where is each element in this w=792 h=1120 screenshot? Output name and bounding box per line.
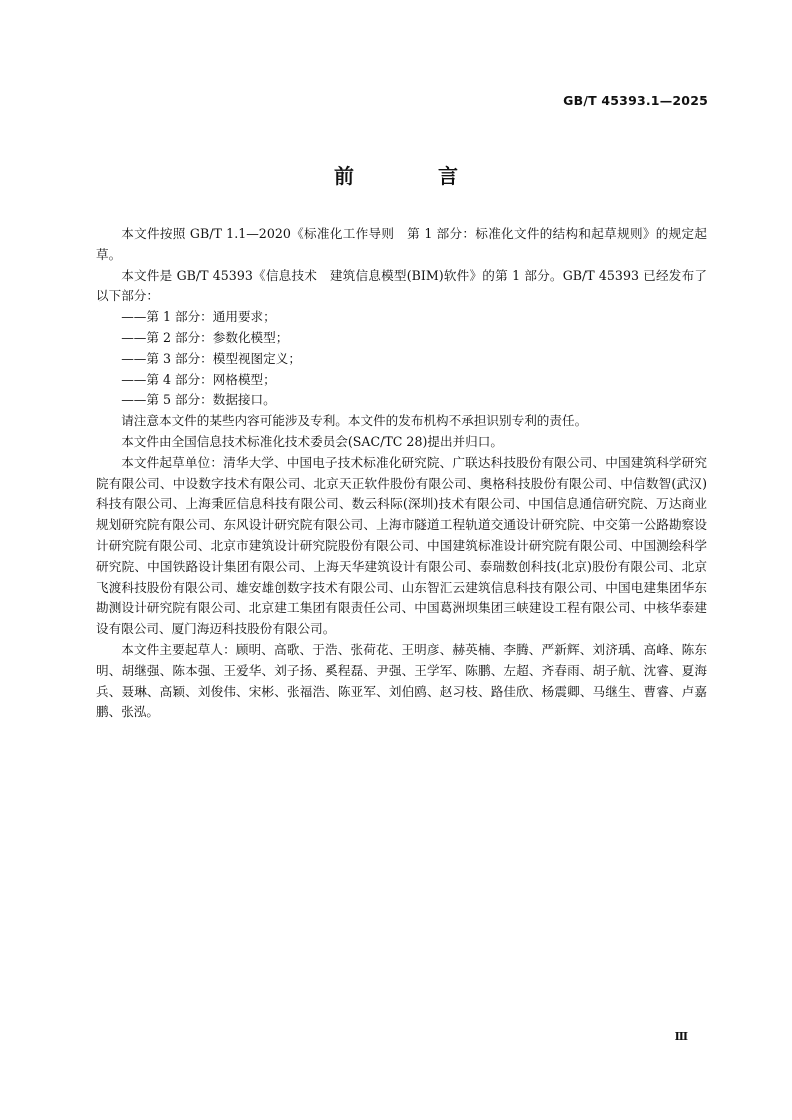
page-title: 前 言 xyxy=(334,164,490,188)
paragraph-drafting-units: 本文件起草单位：清华大学、中国电子技术标准化研究院、广联达科技股份有限公司、中国建筑科学研究院有限公司、中设数字技术有限公司、北京天正软件股份有限公司、奥格科技股份有限公司、中信数智(武汉)科技有限公司、上海秉匠信息科技有限公司、数云科际(深圳)技术有限公司、中国信息通信研究院、万达商业规划研究院有限公司、东风设计研究院有限公司、上海市隧道工程轨道交通设计研究院、中交第一公路勘察设计研究院有限公司、北京市建筑设计研究院股份有限公司、中国建筑标准设计研究院有限公司、中国测绘科学研究院、中国铁路设计集团有限公司、上海天华建筑设计有限公司、泰瑞数创科技(北京)股份有限公司、北京飞渡科技股份有限公司、雄安雄创数字技术有限公司、山东智汇云建筑信息科技有限公司、中国电建集团华东勘测设计研究院有限公司、北京建工集团有限责任公司、中国葛洲坝集团三峡建设工程有限公司、中核华泰建设有限公司、厦门海迈科技股份有限公司。 xyxy=(96,454,707,637)
paragraph-drafters: 本文件主要起草人：顾明、高歌、于浩、张荷花、王明彦、赫英楠、李腾、严新辉、刘济瑀、高峰、陈东明、胡继强、陈本强、王爱华、刘子扬、奚程磊、尹强、王学军、陈鹏、左超、齐春雨、胡子航、沈睿、夏海兵、聂琳、高颖、刘俊伟、宋彬、张福浩、陈亚军、刘伯鸥、赵习枝、路佳欣、杨震卿、马继生、曹睿、卢嘉鹏、张泓。 xyxy=(96,641,707,720)
list-item: ——第 2 部分：参数化模型； xyxy=(121,329,289,345)
list-item: ——第 1 部分：通用要求； xyxy=(121,309,276,325)
paragraph-series-intro: 本文件是 GB/T 45393《信息技术 建筑信息模型(BIM)软件》的第 1 部分。GB/T 45393 已经发布了以下部分： xyxy=(96,267,707,304)
page-number: Ⅲ xyxy=(674,1030,688,1043)
paragraph-drafting-rules: 本文件按照 GB/T 1.1—2020《标准化工作导则 第 1 部分：标准化文件的结构和起草规则》的规定起草。 xyxy=(96,226,707,262)
standard-code: GB/T 45393.1—2025 xyxy=(563,93,708,108)
paragraph-patent-notice: 请注意本文件的某些内容可能涉及专利。本文件的发布机构不承担识别专利的责任。 xyxy=(121,413,588,429)
list-item: ——第 3 部分：模型视图定义； xyxy=(121,350,301,366)
list-item: ——第 5 部分：数据接口。 xyxy=(121,392,276,408)
paragraph-proposer: 本文件由全国信息技术标准化技术委员会(SAC/TC 28)提出并归口。 xyxy=(121,433,503,449)
foreword-body xyxy=(96,224,707,723)
list-item: ——第 4 部分：网格模型； xyxy=(121,371,276,387)
